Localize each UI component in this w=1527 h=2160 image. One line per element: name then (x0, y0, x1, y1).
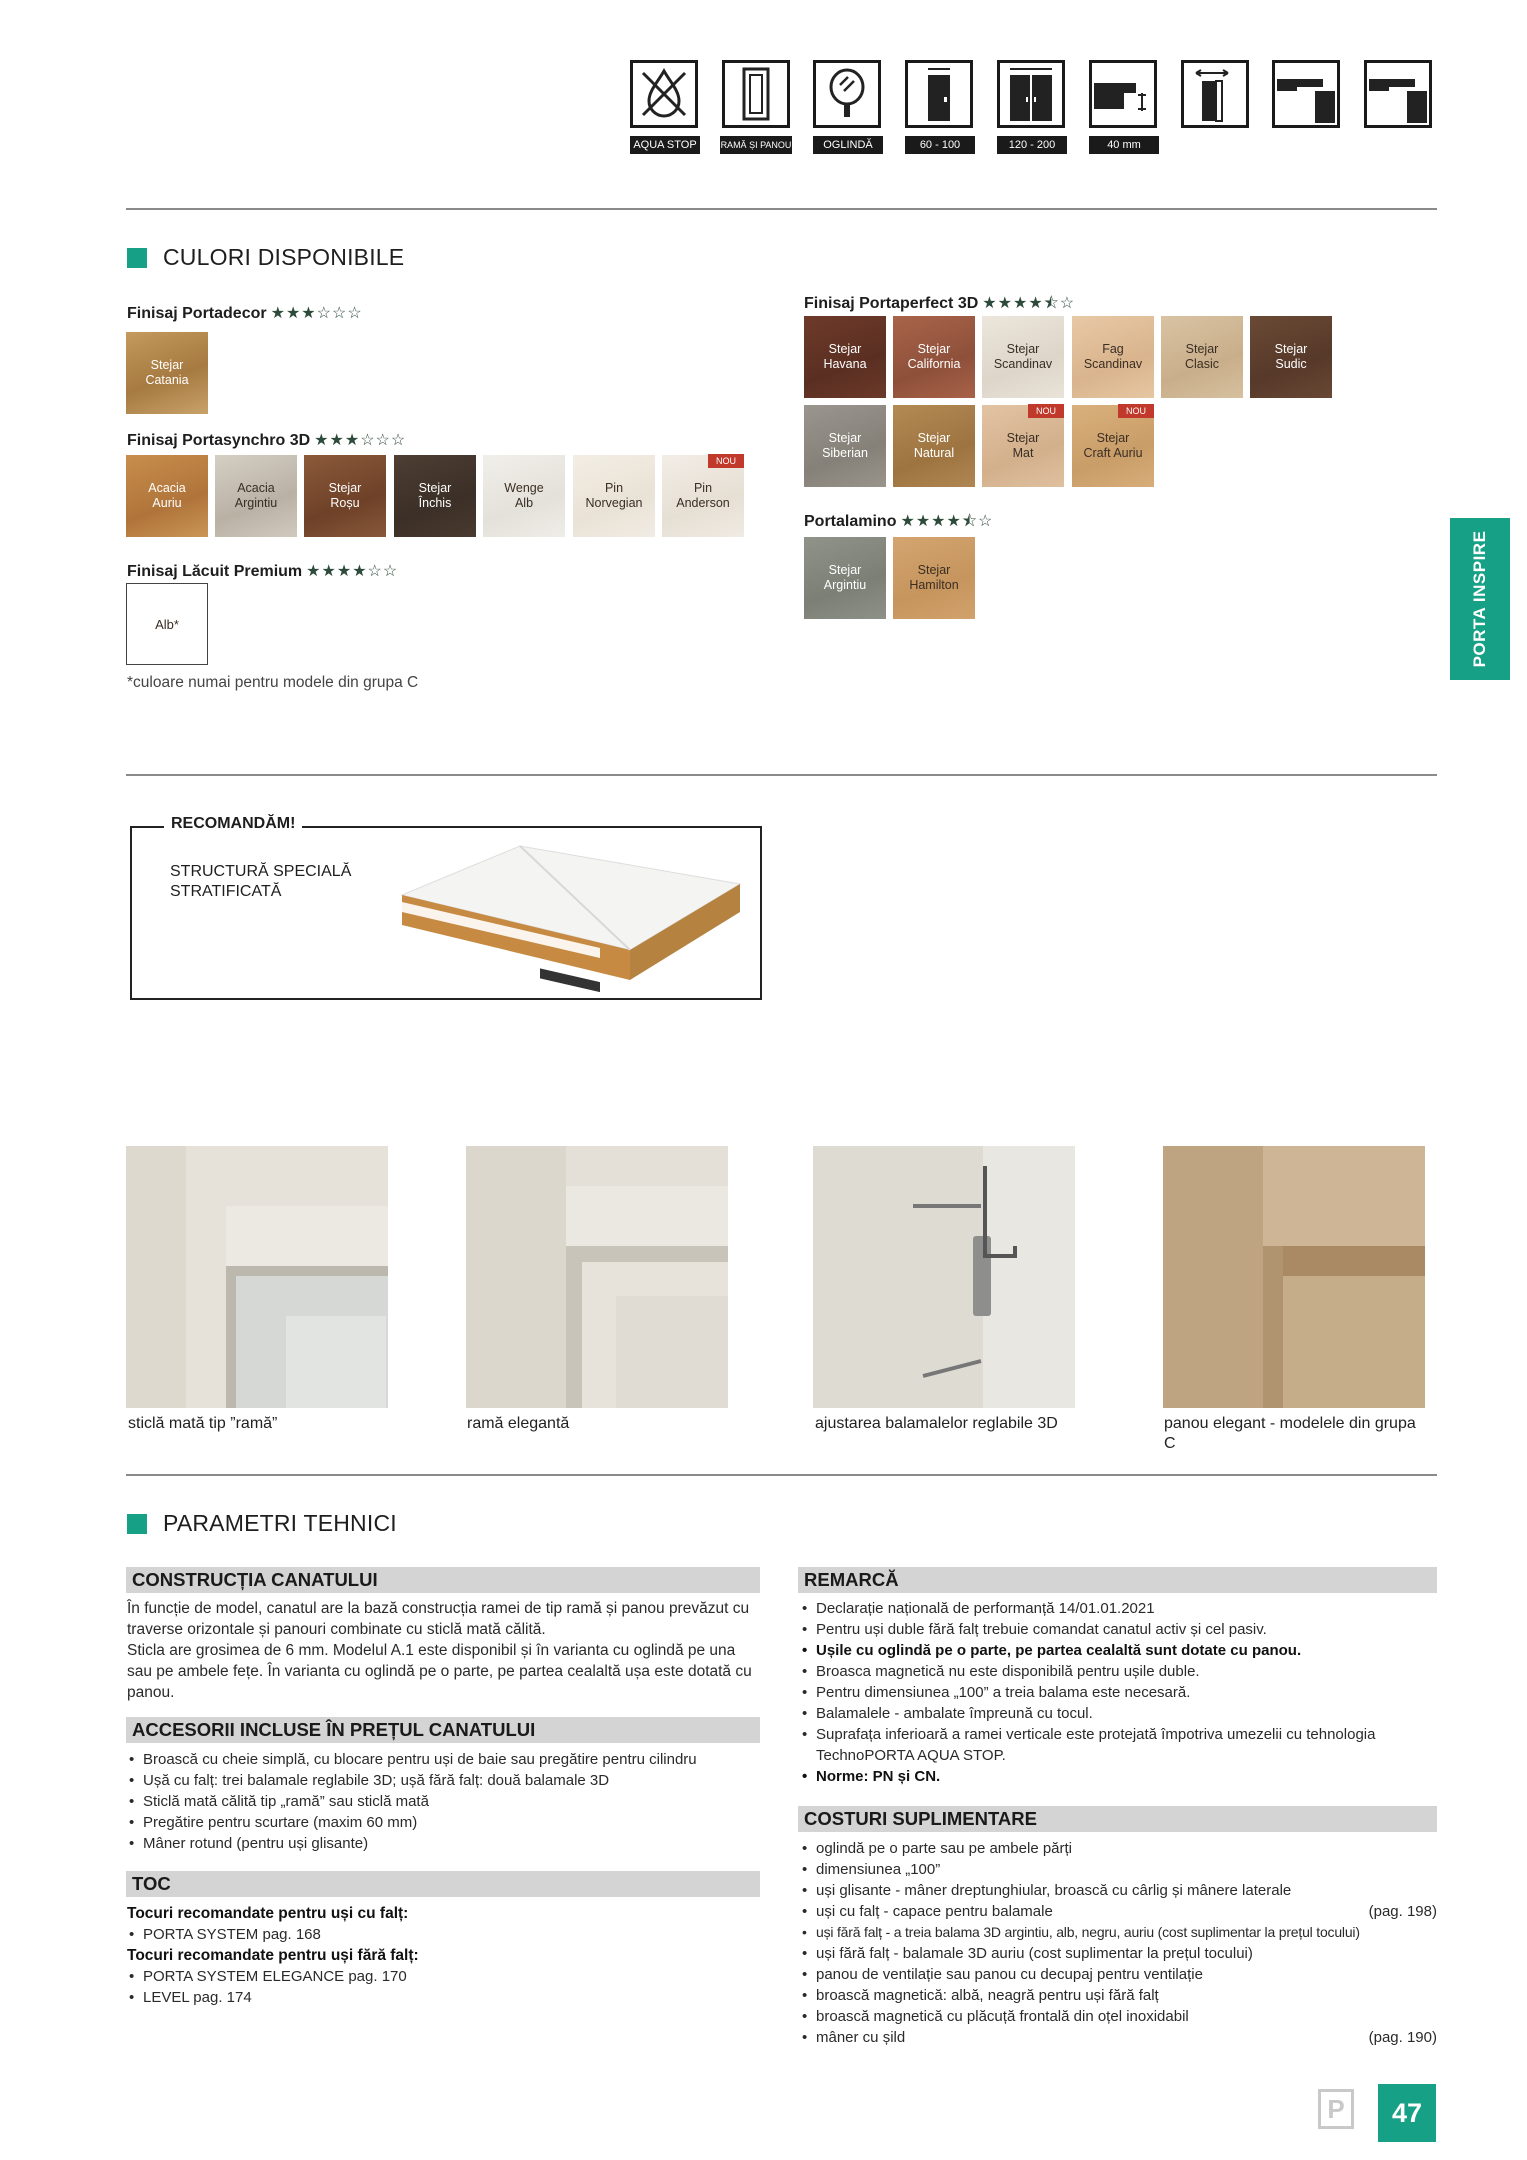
rebate-profile-icon (1272, 60, 1340, 128)
swatch[interactable]: Stejar Hamilton (893, 537, 975, 619)
swatch[interactable]: Stejar Roșu (304, 455, 386, 537)
double-door-width-icon (997, 60, 1065, 128)
list-item: • panou de ventilație sau panou cu decupaj pentru ventilație (800, 1964, 1437, 1985)
section-marker (127, 1514, 147, 1534)
thickness-icon (1089, 60, 1157, 128)
list-item: • uși fără falț - balamale 3D auriu (cost suplimentar la prețul tocului) (800, 1943, 1437, 1964)
single-door-width-icon (905, 60, 973, 128)
toc-subtitle: Tocuri recomandate pentru uși fără falț: (127, 1947, 419, 1964)
constructie-text: În funcție de model, canatul are la bază construcția ramei de tip ramă și panou prevăzut cu traverse orizontale și panouri combinate cu sticlă mată călită. Sticla are grosimea de 6 mm. Modelul A.1 este disponibil și în varianta cu oglindă pe una sau pe ambele fețe. În varianta cu oglindă pe o parte, pe partea cealaltă ușa este dotată cu panou. (127, 1600, 752, 1701)
bar-costuri: COSTURI SUPLIMENTARE (798, 1806, 1437, 1832)
list-item: • Pentru uși duble fără falț trebuie comandat canatul activ și cel pasiv. (800, 1619, 1437, 1640)
recommend-title: RECOMANDĂM! (164, 815, 302, 833)
list-item: • Broască cu cheie simplă, cu blocare pentru uși de baie sau pregătire pentru cilindru (127, 1749, 759, 1770)
frame-panel-icon (722, 60, 790, 128)
bar-toc: TOC (126, 1871, 760, 1897)
photo-caption: panou elegant - modelele din grupa C (1164, 1415, 1416, 1452)
recommend-text: STRUCTURĂ SPECIALĂ STRATIFICATĂ (170, 863, 352, 900)
page-number: 47 (1378, 2084, 1436, 2142)
section-marker (127, 248, 147, 268)
icon-label: 60 - 100 (905, 136, 975, 154)
swatch[interactable]: NOU Pin Anderson (662, 455, 744, 537)
rating-stars: ★★★☆☆☆ (314, 432, 407, 449)
swatch[interactable]: Acacia Auriu (126, 455, 208, 537)
swatch[interactable]: Stejar Sudic (1250, 316, 1332, 398)
no-rebate-profile-icon (1364, 60, 1432, 128)
swatch[interactable]: Stejar Clasic (1161, 316, 1243, 398)
new-badge: NOU (1118, 404, 1154, 418)
photo-frosted-glass (126, 1146, 388, 1408)
icon-label: 120 - 200 (997, 136, 1067, 154)
bar-constructie: CONSTRUCȚIA CANATULUI (126, 1567, 760, 1593)
bar-remarca: REMARCĂ (798, 1567, 1437, 1593)
new-badge: NOU (708, 454, 744, 468)
list-item: • Norme: PN și CN. (800, 1766, 1437, 1787)
list-item: • Sticlă mată călită tip „ramă” sau sticlă mată (127, 1791, 759, 1812)
list-item: • oglindă pe o parte sau pe ambele părți (800, 1838, 1437, 1859)
swatch[interactable]: Stejar Închis (394, 455, 476, 537)
rebate-door-icon (1181, 60, 1249, 128)
rating-stars: ★★★★⯪☆ (982, 295, 1076, 312)
list-item: • Suprafața inferioară a ramei verticale este protejată împotriva umezelii cu tehnologia TechnoPORTA AQUA STOP. (800, 1724, 1437, 1766)
remarca-list (800, 1598, 1437, 1787)
swatch[interactable]: Wenge Alb (483, 455, 565, 537)
list-item: • uși fără falț - a treia balama 3D argintiu, alb, negru, auriu (cost suplimentar la prețul tocului) (800, 1922, 1437, 1943)
rating-stars: ★★★★⯪☆ (900, 513, 994, 530)
swatch[interactable]: Stejar Natural (893, 405, 975, 487)
icon-label: RAMĂ ȘI PANOU (720, 136, 792, 154)
finish-title-portaperfect: Finisaj Portaperfect 3D ★★★★⯪☆ (804, 295, 1076, 312)
list-item: • PORTA SYSTEM pag. 168 (127, 1924, 759, 1945)
accesorii-list (127, 1749, 759, 1854)
swatch[interactable]: Stejar Havana (804, 316, 886, 398)
swatch[interactable]: Stejar Argintiu (804, 537, 886, 619)
swatch[interactable]: NOU Stejar Craft Auriu (1072, 405, 1154, 487)
finish-title-portalamino: Portalamino ★★★★⯪☆ (804, 513, 994, 530)
section-title: PARAMETRI TEHNICI (163, 1510, 397, 1536)
finish-title-portasynchro: Finisaj Portasynchro 3D ★★★☆☆☆ (127, 432, 407, 449)
icon-label: AQUA STOP (630, 136, 700, 154)
list-item: • LEVEL pag. 174 (127, 1987, 759, 2008)
aqua-stop-icon (630, 60, 698, 128)
brand-logo: P (1318, 2089, 1354, 2129)
swatch[interactable]: Fag Scandinav (1072, 316, 1154, 398)
costuri-list (800, 1838, 1437, 2048)
list-item: • Ușă cu falț: trei balamale reglabile 3D; ușă fără falț: două balamale 3D (127, 1770, 759, 1791)
swatch[interactable]: NOU Stejar Mat (982, 405, 1064, 487)
list-item: • Mâner rotund (pentru uși glisante) (127, 1833, 759, 1854)
swatch[interactable]: Stejar Siberian (804, 405, 886, 487)
side-tab: PORTA INSPIRE (1450, 518, 1510, 680)
icon-label: OGLINDĂ (813, 136, 883, 154)
mirror-icon (813, 60, 881, 128)
list-item: • broască magnetică: albă, neagră pentru uși fără falț (800, 1985, 1437, 2006)
photo-caption: sticlă mată tip ”ramă” (128, 1415, 278, 1432)
list-item: • PORTA SYSTEM ELEGANCE pag. 170 (127, 1966, 759, 1987)
rating-stars: ★★★☆☆☆ (270, 305, 363, 322)
rating-stars: ★★★★☆☆ (306, 563, 399, 580)
photo-caption: ajustarea balamalelor reglabile 3D (815, 1415, 1058, 1432)
finish-title-portadecor: Finisaj Portadecor ★★★☆☆☆ (127, 305, 363, 322)
list-item: • mâner cu șild (pag. 190) (800, 2027, 1437, 2048)
divider (126, 774, 1437, 776)
page-ref: (pag. 198) (1368, 1903, 1437, 1920)
list-item: • uși glisante - mâner dreptunghiular, broască cu cârlig și mânere laterale (800, 1880, 1437, 1901)
swatch-white[interactable]: Alb* (126, 583, 208, 665)
list-item: • uși cu falț - capace pentru balamale (pag. 198) (800, 1901, 1437, 1922)
list-item: • Pregătire pentru scurtare (maxim 60 mm) (127, 1812, 759, 1833)
swatch-label: Stejar Catania (145, 358, 189, 387)
toc-block (127, 1903, 759, 2008)
swatch[interactable]: Pin Norvegian (573, 455, 655, 537)
page-ref: (pag. 190) (1368, 2029, 1437, 2046)
bar-accesorii: ACCESORII INCLUSE ÎN PREȚUL CANATULUI (126, 1717, 760, 1743)
list-item: • Pentru dimensiunea „100” a treia balama este necesară. (800, 1682, 1437, 1703)
swatch[interactable]: Stejar Scandinav (982, 316, 1064, 398)
photo-elegant-frame (466, 1146, 728, 1408)
photo-elegant-panel (1163, 1146, 1425, 1408)
footnote: *culoare numai pentru modele din grupa C (127, 674, 419, 691)
photo-hinge-adjustment (813, 1146, 1075, 1408)
toc-subtitle: Tocuri recomandate pentru uși cu falț: (127, 1905, 409, 1922)
swatch[interactable]: Acacia Argintiu (215, 455, 297, 537)
photo-caption: ramă elegantă (467, 1415, 570, 1432)
new-badge: NOU (1028, 404, 1064, 418)
layered-structure-illustration (400, 840, 760, 995)
list-item: • Ușile cu oglindă pe o parte, pe partea cealaltă sunt dotate cu panou. (800, 1640, 1437, 1661)
icon-label: 40 mm (1089, 136, 1159, 154)
section-title: CULORI DISPONIBILE (163, 244, 405, 270)
divider (126, 208, 1437, 210)
list-item: • Broasca magnetică nu este disponibilă pentru ușile duble. (800, 1661, 1437, 1682)
list-item: • dimensiunea „100” (800, 1859, 1437, 1880)
finish-title-lacuit: Finisaj Lăcuit Premium ★★★★☆☆ (127, 563, 399, 580)
divider (126, 1474, 1437, 1476)
list-item: • broască magnetică cu plăcuță frontală din oțel inoxidabil (800, 2006, 1437, 2027)
swatch[interactable] (126, 332, 208, 414)
list-item: • Balamalele - ambalate împreună cu tocul. (800, 1703, 1437, 1724)
list-item: • Declarație națională de performanță 14/01.01.2021 (800, 1598, 1437, 1619)
swatch[interactable]: Stejar California (893, 316, 975, 398)
